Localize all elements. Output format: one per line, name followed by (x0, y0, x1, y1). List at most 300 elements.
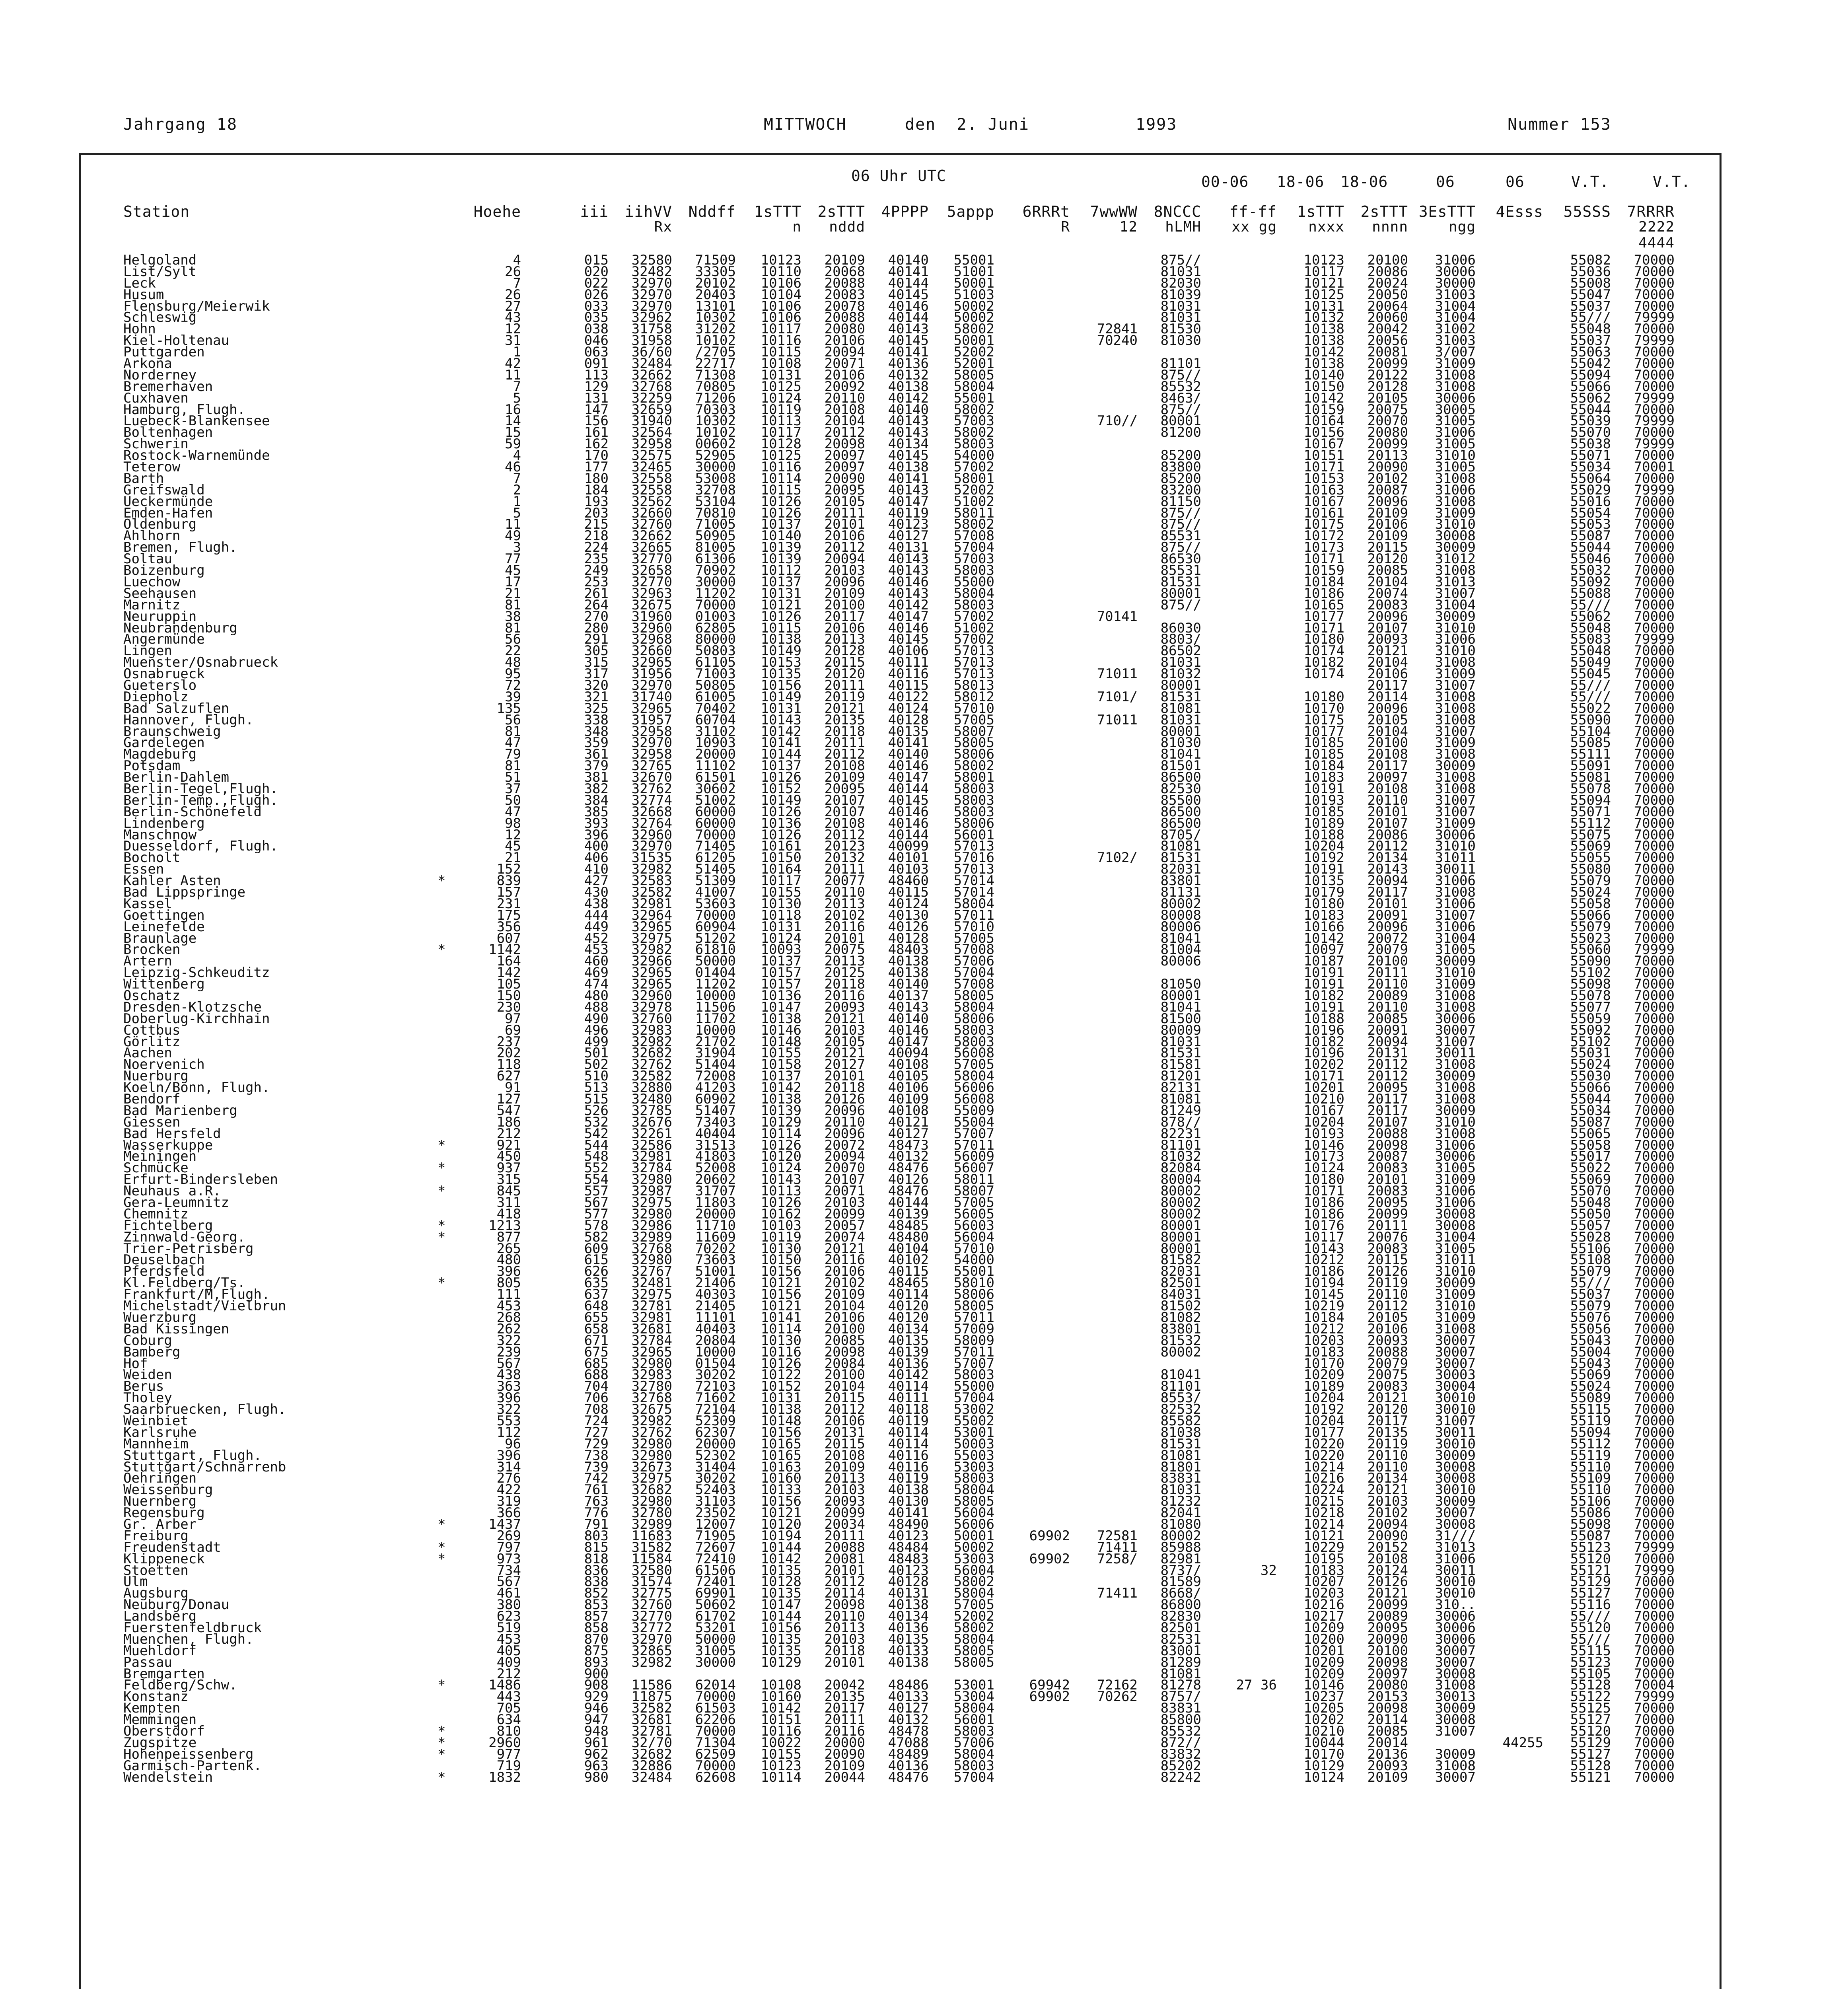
cell-iii: 637 (584, 1286, 609, 1303)
station-name: Pferdsfeld (123, 1263, 205, 1280)
cell-t1: 10114 (761, 470, 801, 487)
cell-hoehe: 319 (496, 1493, 521, 1510)
cell-ihvv: 32768 (631, 1240, 672, 1257)
cell-nddff: 31202 (695, 321, 736, 337)
cell-hoehe: 237 (496, 1033, 521, 1050)
cell-t2b: 20100 (1367, 735, 1408, 751)
cell-c8: 82031 (1160, 861, 1201, 878)
cell-hoehe: 239 (496, 1344, 521, 1360)
station-name: Garmisch-Partenk. (123, 1757, 262, 1774)
cell-c8: 82030 (1160, 275, 1201, 291)
cell-s55: 55023 (1570, 930, 1611, 946)
cell-p4: 40130 (888, 1493, 929, 1510)
cell-t2b: 20102 (1367, 470, 1408, 487)
station-name: Teterow (123, 459, 181, 475)
cell-iii: 626 (584, 1263, 609, 1280)
cell-a5: 57002 (953, 631, 994, 648)
cell-t1: 10130 (761, 1240, 801, 1257)
cell-t1: 10126 (761, 505, 801, 521)
cell-t2b: 20101 (1367, 895, 1408, 912)
cell-s55: 55022 (1570, 1160, 1611, 1176)
cell-s55: 55121 (1570, 1562, 1611, 1578)
cell-hoehe: 46 (505, 459, 521, 475)
cell-c8: 81289 (1160, 1654, 1201, 1670)
cell-s55: 55079 (1570, 1263, 1611, 1280)
cell-a5: 57011 (953, 907, 994, 923)
cell-t1b: 10117 (1303, 263, 1344, 280)
cell-a5: 56007 (953, 1160, 994, 1176)
cell-iii: 552 (584, 1160, 609, 1176)
cell-e3: 31008 (1435, 1125, 1476, 1142)
cell-t1: 10129 (761, 1654, 801, 1670)
cell-r7: 70000 (1634, 804, 1675, 820)
cell-iii: 170 (584, 448, 609, 464)
cell-e3: 31013 (1435, 1539, 1476, 1555)
cell-s55: 55085 (1570, 735, 1611, 751)
cell-t1b: 10124 (1303, 1160, 1344, 1176)
cell-nddff: 71405 (695, 838, 736, 854)
cell-nddff: 73603 (695, 1252, 736, 1268)
cell-t2: 20111 (824, 1528, 865, 1544)
cell-ihvv: 32982 (631, 1654, 672, 1670)
cell-t1: 10156 (761, 1424, 801, 1440)
cell-t2: 20096 (824, 1125, 865, 1142)
station-name: Neubrandenburg (123, 620, 237, 636)
cell-e3: 31011 (1435, 850, 1476, 866)
cell-e3: 31008 (1435, 712, 1476, 728)
cell-a5: 53001 (953, 1677, 994, 1693)
cell-t2b: 20099 (1367, 1597, 1408, 1613)
cell-t2b: 20085 (1367, 562, 1408, 579)
cell-t1: 10155 (761, 1045, 801, 1061)
cell-t1: 10157 (761, 976, 801, 993)
cell-t2b: 20097 (1367, 769, 1408, 786)
cell-t2b: 20086 (1367, 263, 1408, 280)
cell-t1: 10116 (761, 1723, 801, 1739)
cell-t2: 20117 (824, 1700, 865, 1717)
cell-t1b: 10210 (1303, 1723, 1344, 1739)
cell-s55: 55030 (1570, 1068, 1611, 1084)
cell-a5: 54000 (953, 448, 994, 464)
cell-e3: 31006 (1435, 1551, 1476, 1567)
cell-c8: 82242 (1160, 1769, 1201, 1785)
cell-t2: 20094 (824, 1148, 865, 1165)
cell-t2b: 20096 (1367, 493, 1408, 510)
cell-t2b: 20090 (1367, 1631, 1408, 1647)
cell-r7: 70000 (1634, 700, 1675, 716)
cell-t1: 10146 (761, 1022, 801, 1038)
cell-t1: 10142 (761, 723, 801, 740)
cell-e3: 30007 (1435, 1769, 1476, 1785)
cell-t1b: 10204 (1303, 1114, 1344, 1130)
cell-s55: 55071 (1570, 804, 1611, 820)
cell-t2b: 20112 (1367, 1068, 1408, 1084)
cell-t2: 20078 (824, 298, 865, 314)
cell-nddff: 70000 (695, 597, 736, 613)
cell-t1: 10144 (761, 1539, 801, 1555)
cell-c8: 86500 (1160, 804, 1201, 820)
cell-p4: 40136 (888, 1355, 929, 1372)
cell-e3: 30007 (1435, 1355, 1476, 1372)
cell-hoehe: 1142 (488, 942, 521, 958)
station-name: Bad Marienberg (123, 1102, 237, 1119)
cell-t1: 10123 (761, 1757, 801, 1774)
cell-r7: 70004 (1634, 1677, 1675, 1693)
cell-p4: 40139 (888, 1344, 929, 1360)
cell-ihvv: 32980 (631, 1172, 672, 1188)
cell-t2: 20103 (824, 562, 865, 579)
cell-r7: 70000 (1634, 827, 1675, 843)
cell-c8: 81581 (1160, 1057, 1201, 1073)
cell-c8: 83801 (1160, 1321, 1201, 1337)
cell-ihvv: 32978 (631, 999, 672, 1015)
cell-p4: 40147 (888, 608, 929, 625)
station-name: Michelstadt/Vielbrun (123, 1298, 286, 1314)
cell-iii: 635 (584, 1275, 609, 1291)
cell-c8: 86800 (1160, 1597, 1201, 1613)
cell-hoehe: 45 (505, 562, 521, 579)
cell-iii: 406 (584, 850, 609, 866)
cell-t1b: 10172 (1303, 528, 1344, 544)
station-name: Zinnwald-Georg. (123, 1229, 246, 1245)
cell-t1b: 10161 (1303, 505, 1344, 521)
station-name: Boizenburg (123, 562, 205, 579)
cell-hoehe: 7 (513, 378, 521, 395)
cell-t1: 10125 (761, 448, 801, 464)
station-name: Leipzig-Schkeuditz (123, 965, 270, 981)
cell-t1b: 10193 (1303, 792, 1344, 808)
cell-p4: 40122 (888, 689, 929, 705)
cell-p4: 40143 (888, 562, 929, 579)
cell-t1: 10106 (761, 309, 801, 326)
cell-s55: 55079 (1570, 919, 1611, 935)
cell-iii: 315 (584, 654, 609, 671)
cell-a5: 50003 (953, 1436, 994, 1452)
cell-r7: 70000 (1634, 1459, 1675, 1475)
cell-hoehe: 315 (496, 1172, 521, 1188)
cell-t2b: 20106 (1367, 666, 1408, 682)
cell-iii: 249 (584, 562, 609, 579)
cell-s55: 55/// (1570, 1275, 1611, 1291)
column-header-s55: 55SSS (1563, 203, 1611, 220)
cell-c8: 82830 (1160, 1608, 1201, 1625)
cell-t2: 20113 (824, 1470, 865, 1487)
station-name: Hof (123, 1355, 148, 1372)
cell-p4: 40144 (888, 275, 929, 291)
cell-t1b: 10202 (1303, 1712, 1344, 1728)
cell-ihvv: 32981 (631, 895, 672, 912)
station-name: Gardelegen (123, 735, 205, 751)
cell-t1: 10135 (761, 1562, 801, 1578)
cell-nddff: 31005 (695, 1643, 736, 1659)
cell-hoehe: 16 (505, 401, 521, 418)
cell-ihvv: 32980 (631, 1252, 672, 1268)
cell-p4: 40145 (888, 448, 929, 464)
cell-e3: 31005 (1435, 459, 1476, 475)
cell-e3: 31007 (1435, 792, 1476, 808)
cell-c8: 80002 (1160, 1528, 1201, 1544)
cell-nddff: 71308 (695, 367, 736, 383)
cell-c8: 8463/ (1160, 390, 1201, 406)
cell-hoehe: 49 (505, 528, 521, 544)
cell-t1b: 10209 (1303, 1654, 1344, 1670)
cell-t1b: 10170 (1303, 700, 1344, 716)
cell-iii: 704 (584, 1378, 609, 1395)
cell-ihvv: 32770 (631, 574, 672, 590)
cell-t1: 10137 (761, 758, 801, 774)
cell-s55: 55104 (1570, 723, 1611, 740)
cell-r7: 70000 (1634, 367, 1675, 383)
cell-hoehe: 805 (496, 1275, 521, 1291)
cell-c8: 86500 (1160, 769, 1201, 786)
cell-a5: 58001 (953, 769, 994, 786)
cell-t2: 20083 (824, 286, 865, 303)
cell-t1b: 10177 (1303, 723, 1344, 740)
cell-ihvv: 32865 (631, 1643, 672, 1659)
station-name: Flensburg/Meierwik (123, 298, 270, 314)
cell-t1: 10137 (761, 516, 801, 533)
cell-t1: 10122 (761, 1367, 801, 1383)
station-name: Trier-Petrisberg (123, 1240, 254, 1257)
cell-c8: 81004 (1160, 942, 1201, 958)
cell-nddff: 70810 (695, 505, 736, 521)
cell-p4: 40101 (888, 850, 929, 866)
cell-iii: 280 (584, 620, 609, 636)
cell-nddff: 61005 (695, 689, 736, 705)
cell-e3: 31009 (1435, 735, 1476, 751)
cell-t2: 20118 (824, 1643, 865, 1659)
cell-t2b: 20075 (1367, 401, 1408, 418)
cell-ihvv: 32966 (631, 953, 672, 969)
cell-e3: 31008 (1435, 700, 1476, 716)
cell-iii: 685 (584, 1355, 609, 1372)
cell-iii: 113 (584, 367, 609, 383)
cell-e3: 31007 (1435, 1413, 1476, 1429)
cell-t2b: 20075 (1367, 1367, 1408, 1383)
cell-p4: 40141 (888, 470, 929, 487)
cell-nddff: 71304 (695, 1734, 736, 1751)
cell-a5: 57014 (953, 884, 994, 900)
cell-s55: 55110 (1570, 1482, 1611, 1498)
cell-nddff: 01404 (695, 965, 736, 981)
cell-hoehe: 1 (513, 493, 521, 510)
cell-s55: 55071 (1570, 448, 1611, 464)
station-name: Lingen (123, 643, 172, 659)
cell-t1b: 10189 (1303, 1378, 1344, 1395)
cell-a5: 58002 (953, 516, 994, 533)
cell-t1: 10165 (761, 1436, 801, 1452)
cell-t1: 10151 (761, 1712, 801, 1728)
cell-iii: 320 (584, 677, 609, 693)
cell-e3: 31009 (1435, 1172, 1476, 1188)
cell-ihvv: 32681 (631, 1712, 672, 1728)
cell-p4: 40138 (888, 1654, 929, 1670)
cell-ihvv: 32484 (631, 1769, 672, 1785)
cell-r7: 70000 (1634, 1585, 1675, 1602)
cell-r7: 79999 (1634, 390, 1675, 406)
cell-c8: 81131 (1160, 884, 1201, 900)
station-name: Dresden-Klotzsche (123, 999, 262, 1015)
cell-nddff: 62805 (695, 620, 736, 636)
cell-t2b: 20117 (1367, 884, 1408, 900)
cell-s55: 55127 (1570, 1746, 1611, 1762)
cell-t2: 20104 (824, 1378, 865, 1395)
cell-ihvv: 32482 (631, 263, 672, 280)
column-header-r6: 6RRRt (1022, 203, 1070, 220)
cell-s55: 55123 (1570, 1654, 1611, 1670)
cell-nddff: 30202 (695, 1367, 736, 1383)
cell-e3: 30009 (1435, 1068, 1476, 1084)
cell-s55: 55082 (1570, 252, 1611, 268)
cell-c8: 81082 (1160, 1309, 1201, 1325)
cell-ihvv: 32981 (631, 1148, 672, 1165)
cell-e3: 30007 (1435, 1505, 1476, 1521)
station-name: Tholey (123, 1390, 172, 1406)
cell-e3: 31006 (1435, 631, 1476, 648)
cell-a5: 58002 (953, 1619, 994, 1636)
cell-nddff: 52905 (695, 448, 736, 464)
cell-t2b: 20117 (1367, 677, 1408, 693)
cell-r7: 70000 (1634, 884, 1675, 900)
cell-hoehe: 127 (496, 1091, 521, 1107)
cell-t1: 10163 (761, 1459, 801, 1475)
cell-t1: 10115 (761, 482, 801, 498)
cell-p4: 40142 (888, 1367, 929, 1383)
cell-hoehe: 118 (496, 1057, 521, 1073)
cell-t1b: 10140 (1303, 367, 1344, 383)
cell-iii: 325 (584, 700, 609, 716)
cell-t1b: 10204 (1303, 838, 1344, 854)
cell-hoehe: 135 (496, 700, 521, 716)
cell-t1: 10131 (761, 367, 801, 383)
cell-p4: 40136 (888, 356, 929, 372)
cell-t1b: 10044 (1303, 1734, 1344, 1751)
cell-iii: 648 (584, 1298, 609, 1314)
cell-t2: 20126 (824, 1091, 865, 1107)
cell-c8: 86500 (1160, 815, 1201, 831)
cell-r7: 70000 (1634, 1608, 1675, 1625)
cell-t2: 20113 (824, 1619, 865, 1636)
cell-t2: 20111 (824, 1712, 865, 1728)
cell-t2: 20119 (824, 689, 865, 705)
cell-iii: 582 (584, 1229, 609, 1245)
station-name: Chemnitz (123, 1206, 189, 1222)
cell-c8: 82031 (1160, 1263, 1201, 1280)
cell-t1b: 10171 (1303, 459, 1344, 475)
cell-t2b: 20119 (1367, 1275, 1408, 1291)
column-subheader-e3: ngg (1448, 219, 1476, 235)
cell-e3: 30007 (1435, 1344, 1476, 1360)
cell-nddff: 53201 (695, 1619, 736, 1636)
station-name: Husum (123, 286, 164, 303)
cell-p4: 40138 (888, 459, 929, 475)
cell-c8: 80002 (1160, 1344, 1201, 1360)
cell-ihvv: 32975 (631, 1286, 672, 1303)
cell-a5: 57010 (953, 1240, 994, 1257)
cell-r7: 70000 (1634, 1355, 1675, 1372)
cell-t2b: 20088 (1367, 1344, 1408, 1360)
cell-r7: 70000 (1634, 298, 1675, 314)
station-name: Weiden (123, 1367, 172, 1383)
cell-a5: 58002 (953, 424, 994, 441)
cell-t1: 10164 (761, 861, 801, 878)
cell-t2: 20071 (824, 1183, 865, 1199)
cell-a5: 58006 (953, 746, 994, 763)
cell-t1: 10135 (761, 1643, 801, 1659)
cell-hoehe: 262 (496, 1321, 521, 1337)
cell-ihvv: 32886 (631, 1757, 672, 1774)
cell-hoehe: 265 (496, 1240, 521, 1257)
cell-hoehe: 7 (513, 470, 521, 487)
cell-t1b: 10167 (1303, 436, 1344, 452)
cell-a5: 57002 (953, 459, 994, 475)
cell-ihvv: 32982 (631, 861, 672, 878)
cell-c8: 85531 (1160, 562, 1201, 579)
cell-hoehe: 4 (513, 252, 521, 268)
cell-c8: 80006 (1160, 953, 1201, 969)
cell-iii: 264 (584, 597, 609, 613)
station-name: Berlin-Dahlem (123, 769, 230, 786)
cell-t2: 20107 (824, 804, 865, 820)
cell-t2: 20108 (824, 401, 865, 418)
cell-a5: 57004 (953, 1769, 994, 1785)
cell-hoehe: 396 (496, 1390, 521, 1406)
cell-s55: 55054 (1570, 505, 1611, 521)
cell-p4: 40134 (888, 436, 929, 452)
hour-06a: 06 (1436, 173, 1455, 191)
cell-r7: 70000 (1634, 1114, 1675, 1130)
cell-s55: 55049 (1570, 654, 1611, 671)
cell-iii: 038 (584, 321, 609, 337)
cell-c8: 82501 (1160, 1619, 1201, 1636)
cell-a5: 55002 (953, 1413, 994, 1429)
cell-nddff: 11102 (695, 758, 736, 774)
cell-t2: 20132 (824, 850, 865, 866)
cell-t2b: 20117 (1367, 1091, 1408, 1107)
cell-r7: 70000 (1634, 654, 1675, 671)
cell-hoehe: 175 (496, 907, 521, 923)
cell-nddff: 61105 (695, 654, 736, 671)
cell-iii: 147 (584, 401, 609, 418)
cell-t1b: 10146 (1303, 1677, 1344, 1693)
cell-nddff: 70000 (695, 1723, 736, 1739)
column-subheader-t2b: nnnn (1372, 219, 1408, 235)
cell-t1: 10130 (761, 895, 801, 912)
cell-t2b: 20122 (1367, 367, 1408, 383)
cell-nddff: 72401 (695, 1574, 736, 1590)
cell-r7: 70000 (1634, 1723, 1675, 1739)
cell-t2b: 20121 (1367, 1482, 1408, 1498)
cell-t1: 10116 (761, 459, 801, 475)
cell-ihvv: 32760 (631, 1010, 672, 1027)
cell-e3: 31010 (1435, 1298, 1476, 1314)
cell-iii: 963 (584, 1757, 609, 1774)
cell-t2b: 20124 (1367, 1562, 1408, 1578)
cell-ihvv: 32660 (631, 643, 672, 659)
cell-s55: 55058 (1570, 895, 1611, 912)
cell-p4: 40119 (888, 1413, 929, 1429)
cell-r7: 70000 (1634, 976, 1675, 993)
cell-t1: 10135 (761, 666, 801, 682)
cell-r7: 70000 (1634, 1528, 1675, 1544)
cell-t1: 10156 (761, 1493, 801, 1510)
cell-p4: 40134 (888, 1321, 929, 1337)
cell-p4: 40124 (888, 700, 929, 716)
cell-e3: 30009 (1435, 608, 1476, 625)
cell-t2b: 20109 (1367, 1769, 1408, 1785)
cell-hoehe: 443 (496, 1689, 521, 1705)
cell-hoehe: 42 (505, 356, 521, 372)
